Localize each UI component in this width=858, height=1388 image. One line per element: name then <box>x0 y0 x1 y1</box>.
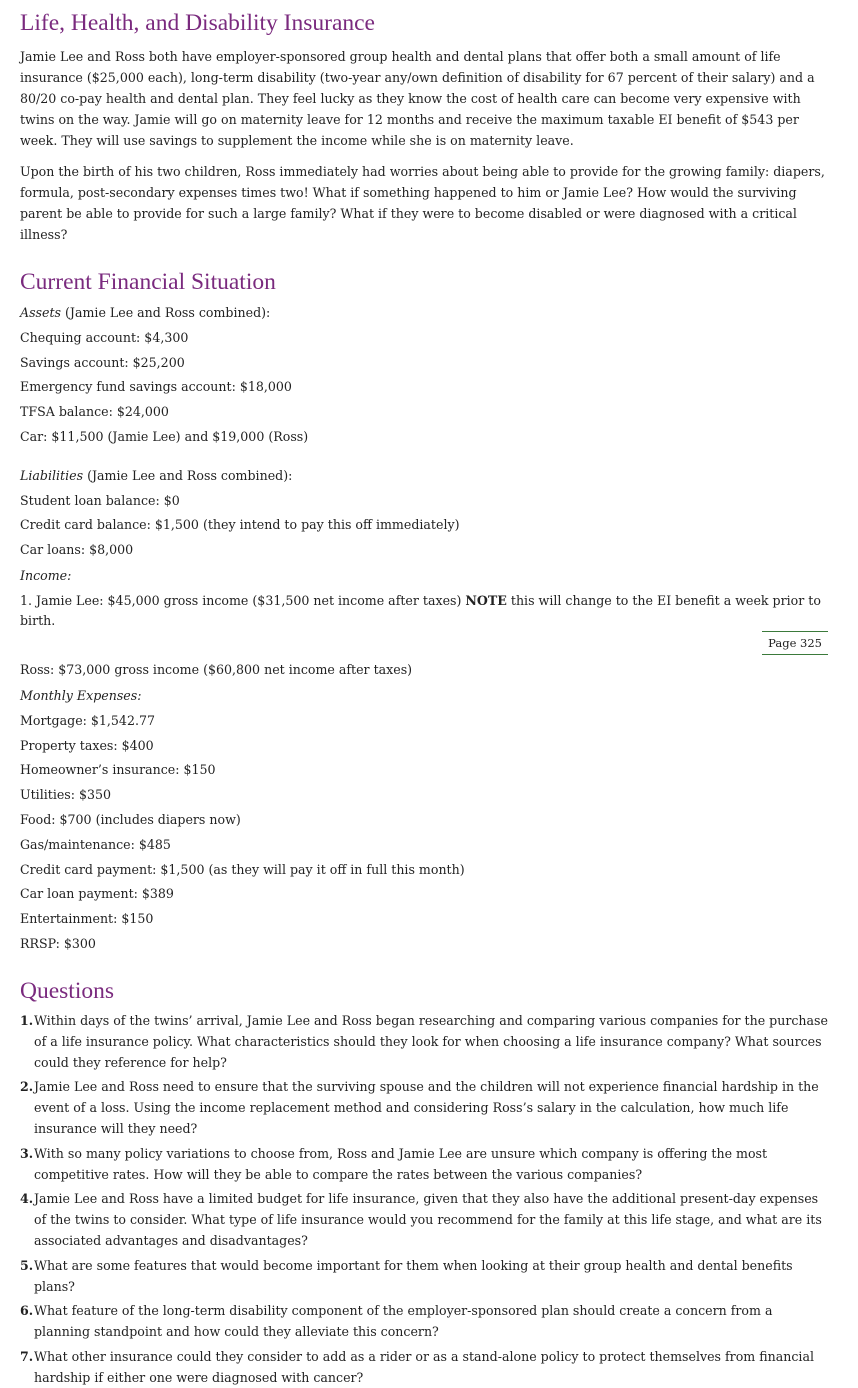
question-item: 5. What are some features that would become important for them when looking at their group health and dental benefits plans? <box>20 1257 793 1294</box>
expense-item: Entertainment: $150 <box>20 911 154 927</box>
expense-item: Gas/maintenance: $485 <box>20 836 171 852</box>
liability-item: Student loan balance: $0 <box>20 492 180 508</box>
expense-item: Mortgage: $1,542.77 <box>20 712 155 728</box>
question-item: 1. Within days of the twins’ arrival, Jamie Lee and Ross began researching and comparing various companies for the purchase of a life insurance policy. What characteristics should they look for when choosing a life insurance company? What sources could they reference for help? <box>20 1012 828 1070</box>
asset-item: Car: $11,500 (Jamie Lee) and $19,000 (Ross) <box>20 428 309 444</box>
expense-item: Credit card payment: $1,500 (as they will pay it off in full this month) <box>20 861 465 877</box>
expense-item: Car loan payment: $389 <box>20 886 174 902</box>
expense-item: Utilities: $350 <box>20 787 112 803</box>
questions-list <box>20 1010 828 1388</box>
monthly-expenses-label: Monthly Expenses: <box>20 687 142 703</box>
question-item: 4. Jamie Lee and Ross have a limited budget for life insurance, given that they also have the additional present-day expenses of the twins to consider. What type of life insurance would you recommend for the family at this life stage, and what are its associated advantages and disadvantages? <box>20 1191 822 1249</box>
page-number-marker: Page 325 <box>762 631 828 655</box>
liability-item: Car loans: $8,000 <box>20 542 134 558</box>
section-heading-questions: Questions <box>20 977 114 1004</box>
liabilities-label: Liabilities (Jamie Lee and Ross combined): <box>20 467 293 483</box>
asset-item: Chequing account: $4,300 <box>20 329 189 345</box>
section-heading-current-financial-situation: Current Financial Situation <box>20 269 276 295</box>
question-item: 2. Jamie Lee and Ross need to ensure that the surviving spouse and the children will not experience financial hardship in the event of a loss. Using the income replacement method and considering Ross’s salary in the calculation, how much life insurance will they need? <box>20 1079 819 1137</box>
income-label: Income: <box>20 568 72 584</box>
section-heading-life-health-disability: Life, Health, and Disability Insurance <box>20 10 375 36</box>
assets-label: Assets (Jamie Lee and Ross combined): <box>20 305 271 320</box>
asset-item: Emergency fund savings account: $18,000 <box>20 379 292 395</box>
income-item-jamie-lee: 1. Jamie Lee: $45,000 gross income ($31,500 net income after taxes) NOTE this will change to the EI benefit a week prior to birth. <box>20 592 821 628</box>
liability-item: Credit card balance: $1,500 (they intend to pay this off immediately) <box>20 517 460 533</box>
expense-item: Homeowner’s insurance: $150 <box>20 762 216 778</box>
expense-item: Property taxes: $400 <box>20 737 154 753</box>
asset-item: Savings account: $25,200 <box>20 354 185 370</box>
question-item: 3. With so many policy variations to choose from, Ross and Jamie Lee are unsure which company is offering the most competitive rates. How will they be able to compare the rates between the various companies? <box>20 1145 768 1182</box>
question-item: 6. What feature of the long-term disability component of the employer-sponsored plan should create a concern from a planning standpoint and how could they alleviate this concern? <box>20 1303 773 1340</box>
income-item-ross: Ross: $73,000 gross income ($60,800 net income after taxes) <box>20 661 413 677</box>
expense-item: Food: $700 (includes diapers now) <box>20 811 241 827</box>
intro-paragraph: Jamie Lee and Ross both have employer-sponsored group health and dental plans that offer both a small amount of life insurance ($25,000 each), long-term disability (two-year any/own definition of disability for 67 percent of their salary) and a 80/20 co-pay health and dental plan. They feel lucky as they know the cost of health care can become very expensive with twins on the way. Jamie will go on maternity leave for 12 months and receive the maximum taxable EI benefit of $543 per week. They will use savings to supplement the income while she is on maternity leave. <box>20 49 815 148</box>
intro-paragraph: Upon the birth of his two children, Ross immediately had worries about being able to provide for the growing family: diapers, formula, post-secondary expenses times two! What if something happened to him or Jamie Lee? How would the surviving parent be able to provide for such a large family? What if they were to become disabled or were diagnosed with a critical illness? <box>20 164 825 242</box>
asset-item: TFSA balance: $24,000 <box>20 404 169 420</box>
page-marker-row <box>20 631 828 657</box>
question-item: 7. What other insurance could they consider to add as a rider or as a stand-alone policy to protect themselves from financial hardship if either one were diagnosed with cancer? <box>20 1348 814 1385</box>
expense-item: RRSP: $300 <box>20 935 96 951</box>
